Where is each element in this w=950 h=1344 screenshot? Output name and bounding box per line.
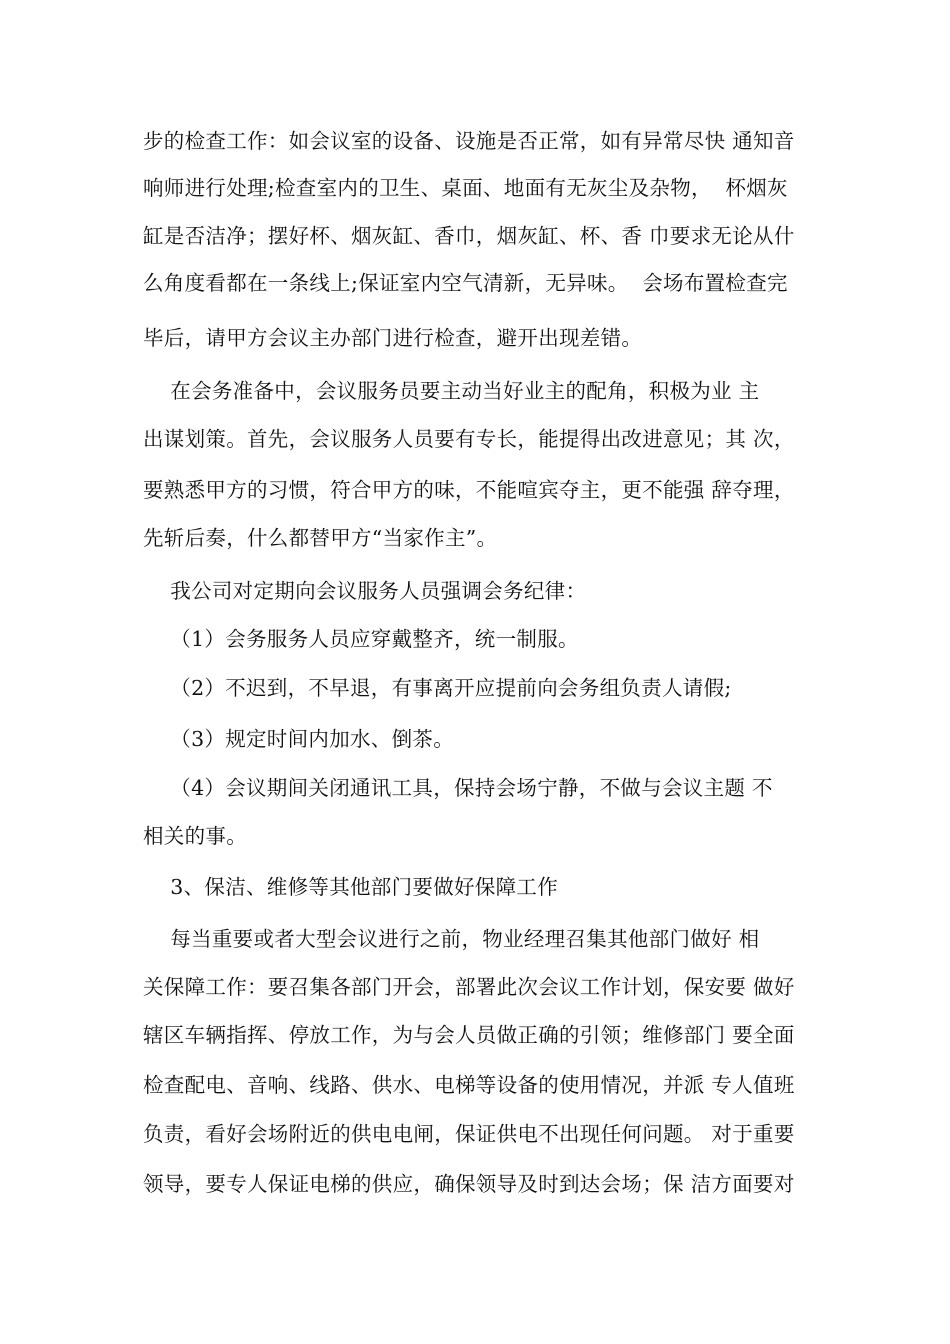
text-line: 先斩后奏，什么都替甲方“当家作主”。	[143, 526, 498, 550]
text-line: 步的检查工作：如会议室的设备、设施是否正常，如有异常尽快 通知音	[143, 129, 795, 153]
text-line: （2）不迟到，不早退，有事离开应提前向会务组负责人请假;	[143, 676, 732, 700]
text-line: 检查配电、音响、线路、供水、电梯等设备的使用情况，并派 专人值班	[143, 1073, 795, 1097]
text-line: 相关的事。	[143, 824, 247, 848]
text-line: （4）会议期间关闭通讯工具，保持会场宁静，不做与会议主题 不	[143, 776, 773, 800]
text-line: 缸是否洁净；摆好杯、烟灰缸、香巾，烟灰缸、杯、香 巾要求无论从什	[143, 224, 795, 248]
text-line: 3、保洁、维修等其他部门要做好保障工作	[143, 875, 559, 899]
text-line: 出谋划策。首先，会议服务人员要有专长，能提得出改进意见；其 次，	[143, 427, 795, 451]
text-line: （3）规定时间内加水、倒茶。	[143, 727, 455, 751]
text-line: 么角度看都在一条线上;保证室内空气清新，无异味。 会场布置检查完	[143, 271, 788, 295]
text-line: 每当重要或者大型会议进行之前，物业经理召集其他部门做好 相	[143, 927, 760, 951]
text-line: 辖区车辆指挥、停放工作，为与会人员做正确的引领；维修部门 要全面	[143, 1023, 795, 1047]
text-line: 我公司对定期向会议服务人员强调会务纪律：	[143, 579, 587, 603]
text-line: 关保障工作：要召集各部门开会，部署此次会议工作计划，保安要 做好	[143, 975, 795, 999]
text-line: 领导，要专人保证电梯的供应，确保领导及时到达会场；保 洁方面要对	[143, 1172, 795, 1196]
text-line: （1）会务服务人员应穿戴整齐，统一制服。	[143, 627, 579, 651]
text-line: 要熟悉甲方的习惯，符合甲方的味，不能喧宾夺主，更不能强 辞夺理，	[143, 478, 795, 502]
text-line: 负责，看好会场附近的供电电闸，保证供电不出现任何问题。 对于重要	[143, 1122, 795, 1146]
text-line: 在会务准备中，会议服务员要主动当好业主的配角，积极为业 主	[143, 379, 760, 403]
text-line: 毕后，请甲方会议主办部门进行检查，避开出现差错。	[143, 326, 643, 350]
text-line: 响师进行处理;检查室内的卫生、桌面、地面有无灰尘及杂物， 杯烟灰	[143, 176, 788, 200]
